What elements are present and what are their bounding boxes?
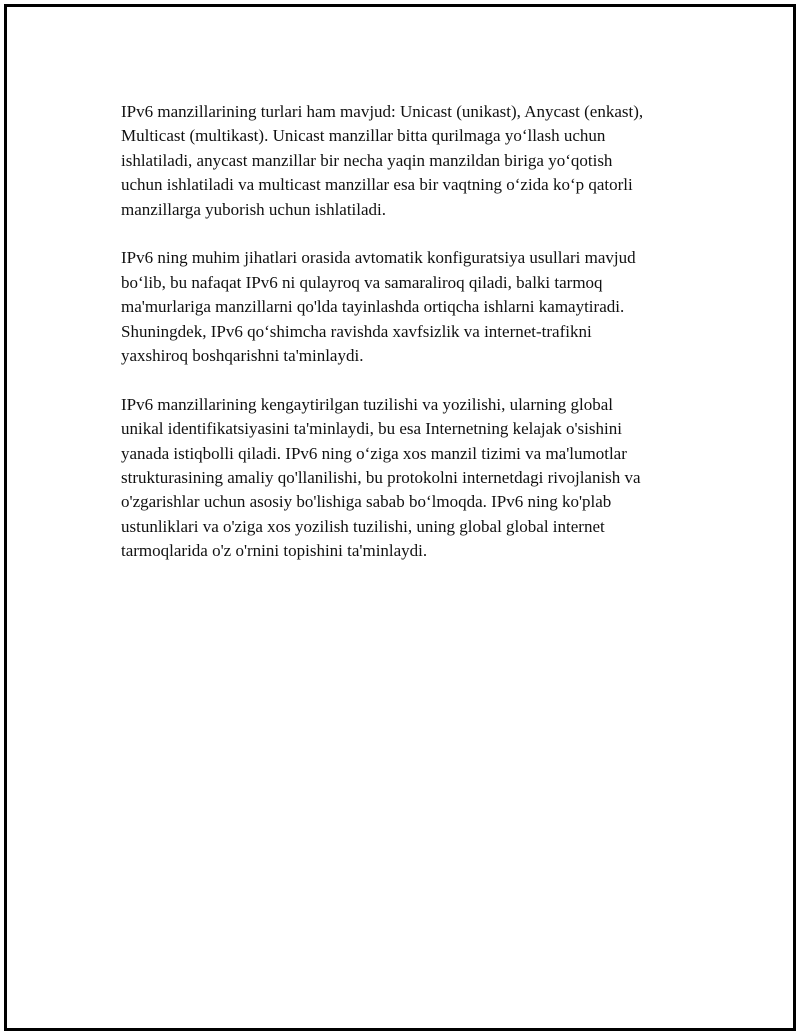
text-line: Multicast (multikast). Unicast manzillar bitta qurilmaga yo‘llash uchun xyxy=(121,126,606,146)
page-frame xyxy=(4,4,796,1031)
text-line: yaxshiroq boshqarishni ta'minlaydi. xyxy=(121,346,364,366)
paragraph-ipv6-autoconfiguration xyxy=(121,246,721,368)
text-line: uchun ishlatiladi va multicast manzillar esa bir vaqtning o‘zida ko‘p qatorli xyxy=(121,175,633,195)
text-line: IPv6 manzillarining turlari ham mavjud: Unicast (unikast), Anycast (enkast), xyxy=(121,102,644,121)
document-body xyxy=(121,100,721,588)
text-line: tarmoqlarida o'z o'rnini topishini ta'minlaydi. xyxy=(121,541,428,561)
text-line: o'zgarishlar uchun asosiy bo'lishiga sabab bo‘lmoqda. IPv6 ning ko'plab xyxy=(121,492,612,512)
text-line: IPv6 ning muhim jihatlari orasida avtomatik konfiguratsiya usullari mavjud xyxy=(121,248,636,268)
text-line: bo‘lib, bu nafaqat IPv6 ni qulayroq va samaraliroq qiladi, balki tarmoq xyxy=(121,272,603,292)
text-line: yanada istiqbolli qiladi. IPv6 ning o‘ziga xos manzil tizimi va ma'lumotlar xyxy=(121,443,627,463)
paragraph-ipv6-address-types xyxy=(121,100,721,222)
text-line: ishlatiladi, anycast manzillar bir necha yaqin manzildan biriga yo‘qotish xyxy=(121,150,613,170)
text-line: manzillarga yuborish uchun ishlatiladi. xyxy=(121,199,387,219)
text-line: Shuningdek, IPv6 qo‘shimcha ravishda xavfsizlik va internet-trafikni xyxy=(121,321,592,341)
text-line: IPv6 manzillarining kengaytirilgan tuzilishi va yozilishi, ularning global xyxy=(121,394,613,414)
text-line: ma'murlariga manzillarni qo'lda tayinlashda ortiqcha ishlarni kamaytiradi. xyxy=(121,297,625,317)
text-line: strukturasining amaliy qo'llanilishi, bu protokolni internetdagi rivojlanish va xyxy=(121,468,641,488)
text-line: ustunliklari va o'ziga xos yozilish tuzilishi, uning global global internet xyxy=(121,516,605,536)
text-line: unikal identifikatsiyasini ta'minlaydi, bu esa Internetning kelajak o'sishini xyxy=(121,419,622,439)
paragraph-ipv6-structure xyxy=(121,393,721,564)
